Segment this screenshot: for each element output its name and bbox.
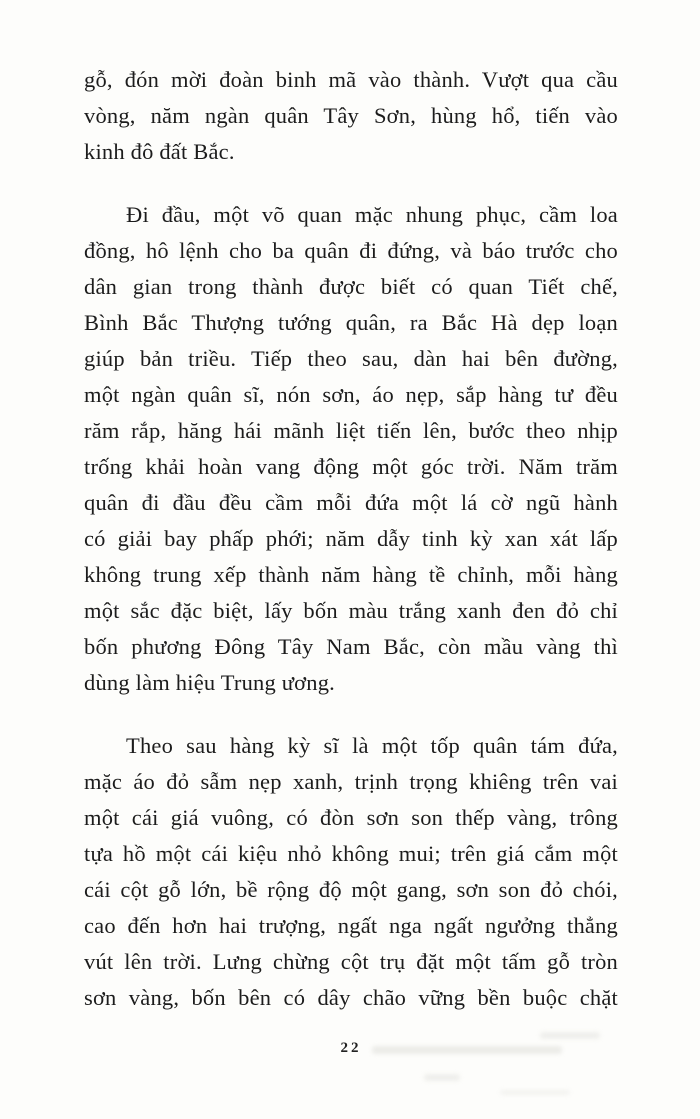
text-line: vút lên trời. Lưng chừng cột trụ đặt một tấm gỗ tròn xyxy=(84,949,618,974)
text-line: một ngàn quân sĩ, nón sơn, áo nẹp, sắp hàng tư đều xyxy=(84,382,618,407)
text-line: cái cột gỗ lớn, bề rộng độ một gang, sơn son đỏ chói, xyxy=(84,877,618,902)
text-line: Theo sau hàng kỳ sĩ là một tốp quân tám đứa, xyxy=(126,733,618,758)
body-text xyxy=(84,62,618,1016)
text-line: vòng, năm ngàn quân Tây Sơn, hùng hổ, tiến vào xyxy=(84,103,618,128)
text-line: cao đến hơn hai trượng, ngất nga ngất ngưởng thẳng xyxy=(84,913,618,938)
text-line: có giải bay phấp phới; năm dẫy tinh kỳ xan xát lấp xyxy=(84,526,618,551)
text-line: dùng làm hiệu Trung ương. xyxy=(84,670,335,695)
bleed-through-mark xyxy=(540,1032,600,1039)
paragraph xyxy=(84,728,618,1016)
text-line: đồng, hô lệnh cho ba quân đi đứng, và báo trước cho xyxy=(84,238,618,263)
text-line: quân đi đầu đều cầm mỗi đứa một lá cờ ngũ hành xyxy=(84,490,618,515)
text-line: sơn vàng, bốn bên có dây chão vững bền buộc chặt xyxy=(84,985,618,1010)
bleed-through-mark xyxy=(500,1090,570,1095)
text-line: Bình Bắc Thượng tướng quân, ra Bắc Hà dẹp loạn xyxy=(84,310,618,335)
text-line: tựa hồ một cái kiệu nhỏ không mui; trên giá cắm một xyxy=(84,841,618,866)
text-line: không trung xếp thành năm hàng tề chỉnh, mỗi hàng xyxy=(84,562,618,587)
text-line: dân gian trong thành được biết có quan Tiết chế, xyxy=(84,274,618,299)
page-number: 22 xyxy=(340,1040,362,1056)
text-line: trống khải hoàn vang động một góc trời. Năm trăm xyxy=(84,454,618,479)
text-line: gỗ, đón mời đoàn binh mã vào thành. Vượt qua cầu xyxy=(84,67,618,92)
bleed-through-mark xyxy=(424,1074,460,1081)
text-line: giúp bản triều. Tiếp theo sau, dàn hai bên đường, xyxy=(84,346,618,371)
text-line: kinh đô đất Bắc. xyxy=(84,139,235,164)
paragraph xyxy=(84,62,618,170)
paragraph xyxy=(84,197,618,701)
text-line: một cái giá vuông, có đòn sơn son thếp vàng, trông xyxy=(84,805,618,830)
text-line: Đi đầu, một võ quan mặc nhung phục, cầm loa xyxy=(126,202,618,227)
text-line: bốn phương Đông Tây Nam Bắc, còn mầu vàng thì xyxy=(84,634,618,659)
text-line: mặc áo đỏ sẫm nẹp xanh, trịnh trọng khiêng trên vai xyxy=(84,769,618,794)
text-line: răm rắp, hăng hái mãnh liệt tiến lên, bước theo nhịp xyxy=(84,418,618,443)
text-line: một sắc đặc biệt, lấy bốn màu trắng xanh đen đỏ chỉ xyxy=(84,598,618,623)
